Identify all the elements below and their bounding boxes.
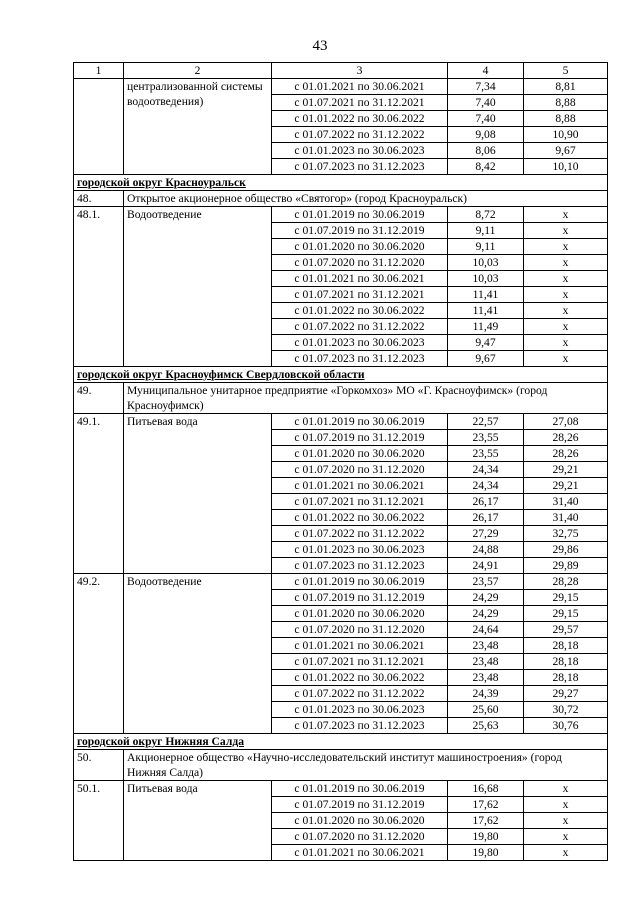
period-cell: с 01.01.2021 по 30.06.2021: [272, 271, 448, 287]
section-row: [74, 175, 608, 191]
period-cell: с 01.01.2021 по 30.06.2021: [272, 478, 448, 494]
tariff-vat-cell: 28,28: [524, 574, 608, 590]
header-cell: 3: [272, 63, 448, 79]
tariff-vat-cell: 29,15: [524, 606, 608, 622]
tariff-vat-cell: 8,88: [524, 95, 608, 111]
row-number: 50.1.: [74, 781, 124, 861]
table-header: [74, 63, 608, 79]
period-cell: с 01.07.2019 по 31.12.2019: [272, 590, 448, 606]
period-cell: с 01.01.2019 по 30.06.2019: [272, 781, 448, 797]
period-cell: с 01.07.2023 по 31.12.2023: [272, 351, 448, 367]
tariff-vat-cell: 28,26: [524, 430, 608, 446]
header-cell: 5: [524, 63, 608, 79]
period-cell: с 01.01.2023 по 30.06.2023: [272, 143, 448, 159]
tariff-vat-cell: 28,18: [524, 670, 608, 686]
tariff-cell: 24,88: [448, 542, 524, 558]
period-cell: с 01.01.2019 по 30.06.2019: [272, 574, 448, 590]
tariff-cell: 11,41: [448, 303, 524, 319]
tariff-vat-cell: 29,89: [524, 558, 608, 574]
header-cell: 1: [74, 63, 124, 79]
period-cell: с 01.07.2019 по 31.12.2019: [272, 223, 448, 239]
tariff-cell: 8,06: [448, 143, 524, 159]
tariff-vat-cell: х: [524, 813, 608, 829]
service-name: Питьевая вода: [124, 781, 272, 861]
period-cell: с 01.07.2022 по 31.12.2022: [272, 526, 448, 542]
tariff-cell: 9,47: [448, 335, 524, 351]
tariff-vat-cell: 28,18: [524, 638, 608, 654]
period-cell: с 01.07.2023 по 31.12.2023: [272, 558, 448, 574]
tariff-cell: 9,08: [448, 127, 524, 143]
period-cell: с 01.01.2021 по 30.06.2021: [272, 638, 448, 654]
period-cell: с 01.07.2021 по 31.12.2021: [272, 494, 448, 510]
tariff-vat-cell: 30,76: [524, 718, 608, 734]
tariff-vat-cell: х: [524, 319, 608, 335]
tariff-vat-cell: х: [524, 271, 608, 287]
table-row: [74, 414, 608, 430]
organization-name: Муниципальное унитарное предприятие «Горкомхоз» МО «Г. Красноуфимск» (город Красноуфимск): [124, 383, 608, 414]
tariff-cell: 25,63: [448, 718, 524, 734]
tariff-cell: 7,34: [448, 79, 524, 95]
tariff-vat-cell: х: [524, 335, 608, 351]
period-cell: с 01.01.2020 по 30.06.2020: [272, 239, 448, 255]
tariff-vat-cell: х: [524, 303, 608, 319]
service-name: централизованной системы водоотведения): [124, 79, 272, 175]
period-cell: с 01.07.2022 по 31.12.2022: [272, 319, 448, 335]
tariff-cell: 24,29: [448, 590, 524, 606]
tariff-cell: 8,42: [448, 159, 524, 175]
period-cell: с 01.01.2020 по 30.06.2020: [272, 446, 448, 462]
organization-row: [74, 383, 608, 414]
tariff-cell: 17,62: [448, 797, 524, 813]
table-row: [74, 574, 608, 590]
header-cell: 2: [124, 63, 272, 79]
row-number: [74, 79, 124, 175]
tariff-cell: 16,68: [448, 781, 524, 797]
tariff-vat-cell: 9,67: [524, 143, 608, 159]
tariff-cell: 26,17: [448, 510, 524, 526]
header-row: [74, 63, 608, 79]
period-cell: с 01.01.2020 по 30.06.2020: [272, 813, 448, 829]
tariff-vat-cell: х: [524, 829, 608, 845]
period-cell: с 01.01.2022 по 30.06.2022: [272, 111, 448, 127]
tariff-vat-cell: 31,40: [524, 510, 608, 526]
tariff-vat-cell: 10,90: [524, 127, 608, 143]
tariff-cell: 9,11: [448, 239, 524, 255]
tariff-cell: 24,91: [448, 558, 524, 574]
period-cell: с 01.07.2020 по 31.12.2020: [272, 829, 448, 845]
tariff-vat-cell: х: [524, 781, 608, 797]
tariff-cell: 23,48: [448, 654, 524, 670]
tariff-cell: 17,62: [448, 813, 524, 829]
period-cell: с 01.07.2019 по 31.12.2019: [272, 430, 448, 446]
period-cell: с 01.07.2022 по 31.12.2022: [272, 686, 448, 702]
tariff-cell: 23,48: [448, 670, 524, 686]
table-row: [74, 207, 608, 223]
tariff-cell: 24,34: [448, 478, 524, 494]
period-cell: с 01.07.2020 по 31.12.2020: [272, 462, 448, 478]
tariff-cell: 23,55: [448, 430, 524, 446]
tariff-cell: 11,41: [448, 287, 524, 303]
tariff-vat-cell: 29,57: [524, 622, 608, 638]
tariff-cell: 10,03: [448, 255, 524, 271]
row-number: 50.: [74, 750, 124, 781]
period-cell: с 01.07.2023 по 31.12.2023: [272, 159, 448, 175]
section-title: городской округ Нижняя Салда: [74, 734, 608, 750]
tariff-cell: 25,60: [448, 702, 524, 718]
section-row: [74, 367, 608, 383]
tariff-cell: 7,40: [448, 95, 524, 111]
tariff-vat-cell: х: [524, 287, 608, 303]
header-cell: 4: [448, 63, 524, 79]
organization-row: [74, 191, 608, 207]
section-title: городской округ Красноуральск: [74, 175, 608, 191]
period-cell: с 01.07.2021 по 31.12.2021: [272, 654, 448, 670]
tariff-cell: 23,48: [448, 638, 524, 654]
tariff-vat-cell: х: [524, 797, 608, 813]
tariff-vat-cell: 27,08: [524, 414, 608, 430]
period-cell: с 01.01.2019 по 30.06.2019: [272, 207, 448, 223]
period-cell: с 01.01.2019 по 30.06.2019: [272, 414, 448, 430]
tariff-vat-cell: 30,72: [524, 702, 608, 718]
tariff-vat-cell: 29,21: [524, 478, 608, 494]
tariff-cell: 9,11: [448, 223, 524, 239]
organization-name: Открытое акционерное общество «Святогор» (город Красноуральск): [124, 191, 608, 207]
period-cell: с 01.01.2023 по 30.06.2023: [272, 335, 448, 351]
tariff-cell: 19,80: [448, 829, 524, 845]
tariff-cell: 24,39: [448, 686, 524, 702]
tariff-cell: 24,29: [448, 606, 524, 622]
tariff-table: [73, 62, 608, 861]
table-row: [74, 781, 608, 797]
tariff-vat-cell: 8,88: [524, 111, 608, 127]
tariff-vat-cell: 28,18: [524, 654, 608, 670]
tariff-vat-cell: 29,21: [524, 462, 608, 478]
period-cell: с 01.07.2020 по 31.12.2020: [272, 255, 448, 271]
period-cell: с 01.07.2023 по 31.12.2023: [272, 718, 448, 734]
period-cell: с 01.01.2023 по 30.06.2023: [272, 702, 448, 718]
period-cell: с 01.07.2021 по 31.12.2021: [272, 95, 448, 111]
tariff-cell: 11,49: [448, 319, 524, 335]
row-number: 49.2.: [74, 574, 124, 734]
tariff-vat-cell: х: [524, 207, 608, 223]
tariff-cell: 10,03: [448, 271, 524, 287]
tariff-cell: 9,67: [448, 351, 524, 367]
tariff-vat-cell: 10,10: [524, 159, 608, 175]
tariff-cell: 7,40: [448, 111, 524, 127]
tariff-vat-cell: х: [524, 845, 608, 861]
row-number: 49.1.: [74, 414, 124, 574]
service-name: Водоотведение: [124, 207, 272, 367]
period-cell: с 01.07.2022 по 31.12.2022: [272, 127, 448, 143]
tariff-cell: 19,80: [448, 845, 524, 861]
period-cell: с 01.01.2022 по 30.06.2022: [272, 510, 448, 526]
tariff-vat-cell: 32,75: [524, 526, 608, 542]
period-cell: с 01.01.2020 по 30.06.2020: [272, 606, 448, 622]
tariff-cell: 24,64: [448, 622, 524, 638]
row-number: 49.: [74, 383, 124, 414]
tariff-cell: 26,17: [448, 494, 524, 510]
tariff-cell: 23,57: [448, 574, 524, 590]
tariff-cell: 22,57: [448, 414, 524, 430]
section-row: [74, 734, 608, 750]
tariff-vat-cell: х: [524, 255, 608, 271]
period-cell: с 01.07.2019 по 31.12.2019: [272, 797, 448, 813]
period-cell: с 01.07.2021 по 31.12.2021: [272, 287, 448, 303]
tariff-cell: 24,34: [448, 462, 524, 478]
section-title: городской округ Красноуфимск Свердловской области: [74, 367, 608, 383]
service-name: Питьевая вода: [124, 414, 272, 574]
tariff-vat-cell: 8,81: [524, 79, 608, 95]
tariff-vat-cell: х: [524, 239, 608, 255]
tariff-vat-cell: 29,15: [524, 590, 608, 606]
period-cell: с 01.07.2020 по 31.12.2020: [272, 622, 448, 638]
period-cell: с 01.01.2023 по 30.06.2023: [272, 542, 448, 558]
tariff-cell: 23,55: [448, 446, 524, 462]
service-name: Водоотведение: [124, 574, 272, 734]
tariff-vat-cell: 29,86: [524, 542, 608, 558]
organization-name: Акционерное общество «Научно-исследовательский институт машиностроения» (город Нижняя Салда): [124, 750, 608, 781]
page-number: 43: [312, 38, 328, 54]
period-cell: с 01.01.2021 по 30.06.2021: [272, 845, 448, 861]
tariff-vat-cell: 29,27: [524, 686, 608, 702]
period-cell: с 01.01.2021 по 30.06.2021: [272, 79, 448, 95]
tariff-cell: 27,29: [448, 526, 524, 542]
tariff-vat-cell: 31,40: [524, 494, 608, 510]
row-number: 48.: [74, 191, 124, 207]
table-row: [74, 79, 608, 95]
row-number: 48.1.: [74, 207, 124, 367]
tariff-cell: 8,72: [448, 207, 524, 223]
tariff-vat-cell: 28,26: [524, 446, 608, 462]
period-cell: с 01.01.2022 по 30.06.2022: [272, 303, 448, 319]
table-body: [74, 79, 608, 861]
tariff-vat-cell: х: [524, 223, 608, 239]
period-cell: с 01.01.2022 по 30.06.2022: [272, 670, 448, 686]
tariff-vat-cell: х: [524, 351, 608, 367]
organization-row: [74, 750, 608, 781]
